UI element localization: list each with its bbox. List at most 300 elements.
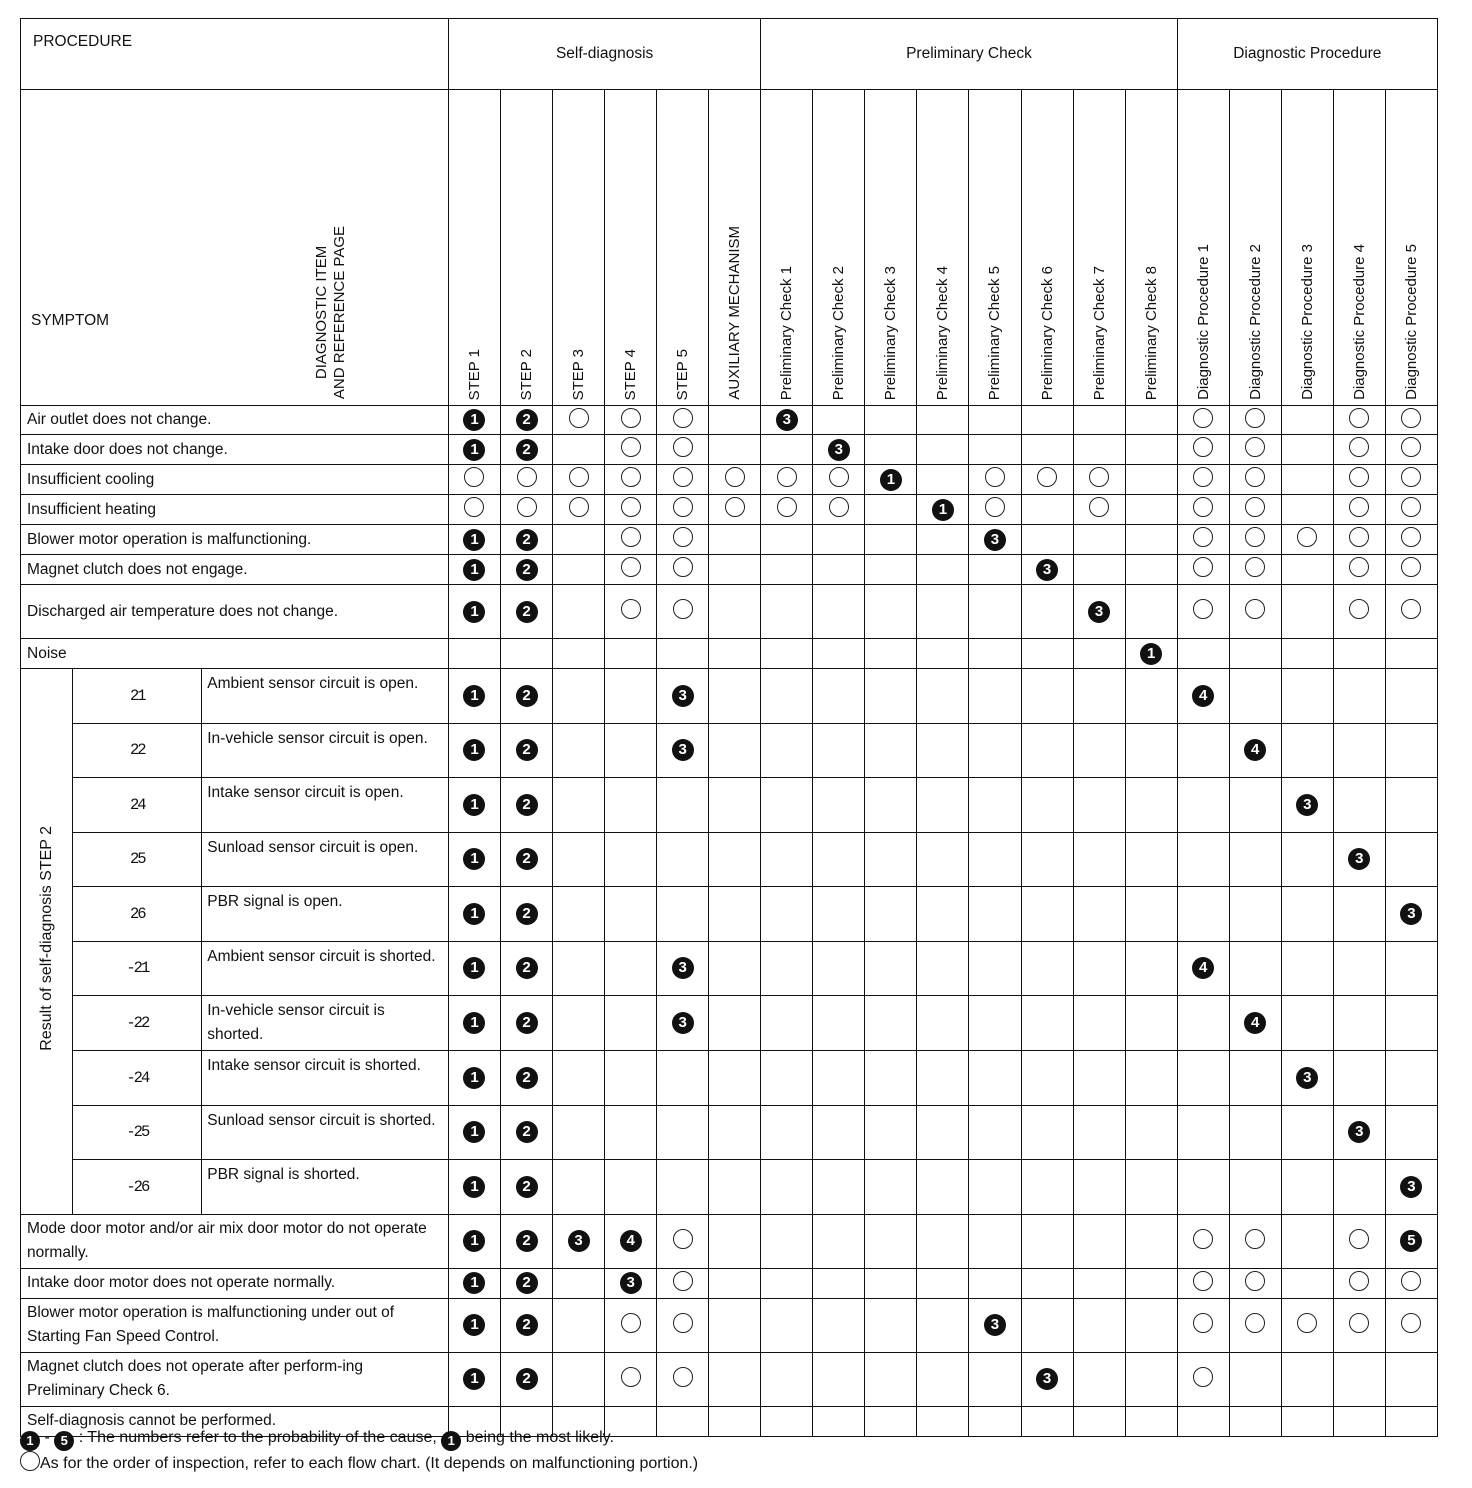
probability-mark: 1 bbox=[463, 685, 485, 707]
matrix-cell bbox=[813, 555, 865, 585]
matrix-cell bbox=[1229, 465, 1281, 495]
matrix-cell bbox=[813, 1214, 865, 1268]
matrix-cell bbox=[865, 887, 917, 942]
column-header bbox=[865, 90, 917, 406]
probability-mark: 1 bbox=[463, 439, 485, 461]
symptom-label: Self-diagnosis cannot be performed. bbox=[21, 1406, 449, 1436]
matrix-cell bbox=[865, 639, 917, 669]
matrix-cell bbox=[1281, 406, 1333, 435]
matrix-cell bbox=[865, 1406, 917, 1436]
open-circle-icon bbox=[673, 408, 693, 428]
column-header-label: AUXILIARY MECHANISM bbox=[726, 226, 744, 400]
matrix-cell bbox=[761, 1268, 813, 1298]
error-code: 24 bbox=[73, 778, 202, 833]
group-header: Diagnostic Procedure bbox=[1177, 19, 1437, 90]
matrix-cell bbox=[1229, 495, 1281, 525]
symptom-label: Insufficient cooling bbox=[21, 465, 449, 495]
matrix-cell bbox=[709, 832, 761, 887]
matrix-cell bbox=[501, 435, 553, 465]
matrix-cell bbox=[709, 495, 761, 525]
matrix-cell bbox=[605, 1268, 657, 1298]
symptom-row bbox=[21, 1352, 1438, 1406]
symptom-header-cell bbox=[21, 90, 449, 406]
open-circle-icon bbox=[621, 527, 641, 547]
matrix-cell bbox=[448, 941, 500, 996]
probability-mark: 4 bbox=[1244, 739, 1266, 761]
matrix-cell bbox=[448, 525, 500, 555]
matrix-cell bbox=[761, 1406, 813, 1436]
matrix-cell bbox=[1125, 435, 1177, 465]
matrix-cell bbox=[865, 941, 917, 996]
code-description: PBR signal is open. bbox=[202, 887, 449, 942]
matrix-cell bbox=[709, 1298, 761, 1352]
matrix-cell bbox=[553, 525, 605, 555]
open-circle-icon bbox=[1349, 599, 1369, 619]
matrix-cell bbox=[761, 465, 813, 495]
matrix-cell bbox=[969, 941, 1021, 996]
symptom-label: Blower motor operation is malfunctioning under out of Starting Fan Speed Control. bbox=[21, 1298, 449, 1352]
code-row bbox=[21, 669, 1438, 724]
matrix-cell bbox=[865, 495, 917, 525]
matrix-cell bbox=[448, 585, 500, 639]
matrix-cell bbox=[761, 639, 813, 669]
matrix-cell bbox=[709, 585, 761, 639]
matrix-cell bbox=[865, 1160, 917, 1215]
matrix-cell bbox=[917, 723, 969, 778]
open-circle-icon bbox=[1089, 497, 1109, 517]
open-circle-icon bbox=[1193, 467, 1213, 487]
matrix-cell bbox=[553, 1160, 605, 1215]
column-header bbox=[1125, 90, 1177, 406]
matrix-cell bbox=[1125, 832, 1177, 887]
matrix-cell bbox=[1073, 435, 1125, 465]
open-circle-icon bbox=[1401, 527, 1421, 547]
matrix-cell bbox=[1333, 585, 1385, 639]
matrix-cell bbox=[553, 495, 605, 525]
symptom-label: Insufficient heating bbox=[21, 495, 449, 525]
open-circle-icon bbox=[1193, 497, 1213, 517]
matrix-cell bbox=[1385, 525, 1437, 555]
matrix-cell bbox=[1073, 1160, 1125, 1215]
matrix-cell bbox=[969, 555, 1021, 585]
column-header bbox=[605, 90, 657, 406]
matrix-cell bbox=[605, 639, 657, 669]
matrix-cell bbox=[1125, 669, 1177, 724]
matrix-cell bbox=[448, 435, 500, 465]
matrix-cell bbox=[865, 525, 917, 555]
matrix-cell bbox=[813, 495, 865, 525]
matrix-cell bbox=[501, 465, 553, 495]
matrix-cell bbox=[1125, 1105, 1177, 1160]
symptom-label: Intake door motor does not operate normally. bbox=[21, 1268, 449, 1298]
matrix-cell bbox=[813, 1105, 865, 1160]
matrix-cell bbox=[969, 639, 1021, 669]
matrix-cell bbox=[1125, 495, 1177, 525]
probability-mark: 1 bbox=[463, 848, 485, 870]
matrix-cell bbox=[709, 996, 761, 1051]
matrix-cell bbox=[969, 1268, 1021, 1298]
matrix-cell bbox=[1021, 639, 1073, 669]
matrix-cell bbox=[1021, 1214, 1073, 1268]
open-circle-icon bbox=[1193, 1271, 1213, 1291]
code-description: Sunload sensor circuit is shorted. bbox=[202, 1105, 449, 1160]
open-circle-icon bbox=[725, 467, 745, 487]
matrix-cell bbox=[553, 669, 605, 724]
matrix-cell bbox=[1125, 1160, 1177, 1215]
matrix-cell bbox=[761, 555, 813, 585]
matrix-cell bbox=[969, 1160, 1021, 1215]
matrix-cell bbox=[657, 1160, 709, 1215]
matrix-cell bbox=[553, 996, 605, 1051]
matrix-cell bbox=[1021, 1352, 1073, 1406]
code-row bbox=[21, 723, 1438, 778]
open-circle-icon bbox=[1401, 437, 1421, 457]
open-circle-icon bbox=[621, 599, 641, 619]
matrix-cell bbox=[1125, 887, 1177, 942]
matrix-cell bbox=[761, 887, 813, 942]
matrix-cell bbox=[709, 1352, 761, 1406]
matrix-cell bbox=[657, 669, 709, 724]
symptom-label: Mode door motor and/or air mix door motor do not operate normally. bbox=[21, 1214, 449, 1268]
matrix-cell bbox=[709, 669, 761, 724]
matrix-cell bbox=[1281, 435, 1333, 465]
matrix-cell bbox=[813, 435, 865, 465]
open-circle-icon bbox=[1193, 1313, 1213, 1333]
matrix-cell bbox=[553, 1214, 605, 1268]
symptom-label: Magnet clutch does not engage. bbox=[21, 555, 449, 585]
matrix-cell bbox=[1333, 1298, 1385, 1352]
legend-mark-first: 1 bbox=[20, 1431, 40, 1451]
probability-mark: 4 bbox=[1192, 957, 1214, 979]
matrix-cell bbox=[1073, 1051, 1125, 1106]
probability-mark: 3 bbox=[672, 685, 694, 707]
open-circle-icon bbox=[569, 408, 589, 428]
code-row bbox=[21, 996, 1438, 1051]
matrix-cell bbox=[709, 639, 761, 669]
probability-mark: 1 bbox=[463, 1368, 485, 1390]
matrix-cell bbox=[865, 1298, 917, 1352]
legend-open-circle-icon bbox=[20, 1451, 40, 1471]
matrix-cell bbox=[1177, 435, 1229, 465]
matrix-cell bbox=[1333, 555, 1385, 585]
matrix-cell bbox=[657, 1214, 709, 1268]
matrix-cell bbox=[448, 1298, 500, 1352]
column-header-label: Diagnostic Procedure 5 bbox=[1402, 244, 1420, 400]
open-circle-icon bbox=[1349, 1271, 1369, 1291]
matrix-cell bbox=[1229, 639, 1281, 669]
matrix-cell bbox=[1281, 555, 1333, 585]
probability-mark: 2 bbox=[516, 685, 538, 707]
matrix-cell bbox=[1021, 1105, 1073, 1160]
matrix-cell bbox=[761, 585, 813, 639]
matrix-cell bbox=[1229, 435, 1281, 465]
matrix-cell bbox=[1125, 1352, 1177, 1406]
group-header: Preliminary Check bbox=[761, 19, 1177, 90]
matrix-cell bbox=[553, 723, 605, 778]
column-header bbox=[448, 90, 500, 406]
error-code: -24 bbox=[73, 1051, 202, 1106]
open-circle-icon bbox=[1037, 467, 1057, 487]
group-header: Self-diagnosis bbox=[448, 19, 760, 90]
matrix-cell bbox=[865, 406, 917, 435]
matrix-cell bbox=[1177, 996, 1229, 1051]
matrix-cell bbox=[969, 1406, 1021, 1436]
matrix-cell bbox=[1177, 495, 1229, 525]
probability-mark: 2 bbox=[516, 848, 538, 870]
error-code: 25 bbox=[73, 832, 202, 887]
code-description: Intake sensor circuit is open. bbox=[202, 778, 449, 833]
probability-mark: 3 bbox=[1400, 1176, 1422, 1198]
open-circle-icon bbox=[673, 1271, 693, 1291]
matrix-cell bbox=[1333, 1214, 1385, 1268]
matrix-cell bbox=[1073, 465, 1125, 495]
matrix-cell bbox=[917, 1214, 969, 1268]
matrix-cell bbox=[865, 1268, 917, 1298]
open-circle-icon bbox=[673, 497, 693, 517]
matrix-cell bbox=[813, 585, 865, 639]
matrix-cell bbox=[813, 525, 865, 555]
matrix-cell bbox=[761, 1214, 813, 1268]
matrix-cell bbox=[761, 1105, 813, 1160]
matrix-cell bbox=[553, 1298, 605, 1352]
matrix-cell bbox=[1073, 555, 1125, 585]
matrix-cell bbox=[865, 585, 917, 639]
matrix-cell bbox=[761, 525, 813, 555]
matrix-cell bbox=[605, 1352, 657, 1406]
matrix-cell bbox=[657, 832, 709, 887]
matrix-cell bbox=[605, 941, 657, 996]
column-header-label: STEP 4 bbox=[622, 348, 640, 400]
matrix-cell bbox=[917, 465, 969, 495]
matrix-cell bbox=[1229, 723, 1281, 778]
symptom-header: SYMPTOM bbox=[31, 312, 110, 329]
matrix-cell bbox=[813, 1406, 865, 1436]
matrix-cell bbox=[553, 1352, 605, 1406]
open-circle-icon bbox=[1245, 599, 1265, 619]
matrix-cell bbox=[448, 1160, 500, 1215]
matrix-cell bbox=[1281, 525, 1333, 555]
legend-line-1 bbox=[20, 1426, 698, 1451]
probability-mark: 4 bbox=[1244, 1012, 1266, 1034]
matrix-cell bbox=[813, 1051, 865, 1106]
matrix-cell bbox=[553, 406, 605, 435]
column-header-label: STEP 1 bbox=[465, 348, 483, 400]
matrix-cell bbox=[448, 1268, 500, 1298]
matrix-cell bbox=[709, 941, 761, 996]
probability-mark: 2 bbox=[516, 1272, 538, 1294]
matrix-cell bbox=[1177, 525, 1229, 555]
matrix-cell bbox=[1021, 887, 1073, 942]
matrix-cell bbox=[1281, 1406, 1333, 1436]
matrix-cell bbox=[917, 887, 969, 942]
matrix-cell bbox=[969, 1214, 1021, 1268]
matrix-cell bbox=[761, 1352, 813, 1406]
matrix-cell bbox=[813, 1268, 865, 1298]
matrix-cell bbox=[657, 495, 709, 525]
matrix-cell bbox=[1177, 941, 1229, 996]
matrix-cell bbox=[761, 669, 813, 724]
matrix-cell bbox=[501, 669, 553, 724]
column-header-label: Preliminary Check 6 bbox=[1038, 265, 1056, 400]
matrix-cell bbox=[501, 1214, 553, 1268]
matrix-cell bbox=[657, 1105, 709, 1160]
open-circle-icon bbox=[1245, 1229, 1265, 1249]
open-circle-icon bbox=[1193, 1229, 1213, 1249]
probability-mark: 3 bbox=[672, 1012, 694, 1034]
matrix-cell bbox=[553, 585, 605, 639]
matrix-cell bbox=[657, 723, 709, 778]
matrix-cell bbox=[917, 996, 969, 1051]
matrix-cell bbox=[1385, 1406, 1437, 1436]
matrix-cell bbox=[448, 723, 500, 778]
matrix-cell bbox=[1177, 585, 1229, 639]
matrix-cell bbox=[1073, 778, 1125, 833]
matrix-cell bbox=[501, 585, 553, 639]
matrix-cell bbox=[917, 639, 969, 669]
matrix-cell bbox=[1229, 832, 1281, 887]
matrix-cell bbox=[1125, 1268, 1177, 1298]
code-row bbox=[21, 1051, 1438, 1106]
probability-mark: 2 bbox=[516, 1012, 538, 1034]
symptom-row bbox=[21, 465, 1438, 495]
matrix-cell bbox=[917, 495, 969, 525]
matrix-cell bbox=[501, 525, 553, 555]
matrix-cell bbox=[657, 639, 709, 669]
open-circle-icon bbox=[621, 437, 641, 457]
matrix-cell bbox=[709, 555, 761, 585]
code-row bbox=[21, 778, 1438, 833]
matrix-cell bbox=[1333, 778, 1385, 833]
probability-mark: 1 bbox=[463, 903, 485, 925]
matrix-cell bbox=[1125, 996, 1177, 1051]
probability-mark: 2 bbox=[516, 1314, 538, 1336]
probability-mark: 3 bbox=[1400, 903, 1422, 925]
matrix-cell bbox=[917, 1105, 969, 1160]
probability-mark: 1 bbox=[463, 529, 485, 551]
matrix-cell bbox=[501, 941, 553, 996]
code-row bbox=[21, 832, 1438, 887]
symptom-row bbox=[21, 555, 1438, 585]
open-circle-icon bbox=[1193, 527, 1213, 547]
matrix-cell bbox=[917, 525, 969, 555]
matrix-cell bbox=[709, 1214, 761, 1268]
column-header bbox=[1281, 90, 1333, 406]
matrix-cell bbox=[605, 996, 657, 1051]
probability-mark: 3 bbox=[1088, 601, 1110, 623]
matrix-cell bbox=[1073, 1214, 1125, 1268]
matrix-cell bbox=[1385, 639, 1437, 669]
column-header bbox=[1073, 90, 1125, 406]
matrix-cell bbox=[969, 778, 1021, 833]
column-header bbox=[1177, 90, 1229, 406]
symptom-row bbox=[21, 639, 1438, 669]
matrix-cell bbox=[1281, 1214, 1333, 1268]
open-circle-icon bbox=[1193, 437, 1213, 457]
code-row bbox=[21, 1105, 1438, 1160]
matrix-cell bbox=[1281, 1298, 1333, 1352]
probability-mark: 2 bbox=[516, 529, 538, 551]
matrix-cell bbox=[865, 723, 917, 778]
matrix-cell bbox=[605, 435, 657, 465]
matrix-cell bbox=[1385, 1051, 1437, 1106]
matrix-cell bbox=[813, 778, 865, 833]
code-description: In-vehicle sensor circuit is shorted. bbox=[202, 996, 449, 1051]
matrix-cell bbox=[501, 555, 553, 585]
matrix-cell bbox=[1385, 585, 1437, 639]
open-circle-icon bbox=[621, 467, 641, 487]
matrix-cell bbox=[1229, 585, 1281, 639]
open-circle-icon bbox=[1349, 467, 1369, 487]
diagnostic-matrix-table bbox=[20, 18, 1438, 1437]
matrix-cell bbox=[1385, 723, 1437, 778]
matrix-cell bbox=[657, 1298, 709, 1352]
open-circle-icon bbox=[985, 467, 1005, 487]
column-header-label: Preliminary Check 5 bbox=[986, 265, 1004, 400]
matrix-cell bbox=[1333, 941, 1385, 996]
matrix-cell bbox=[1073, 723, 1125, 778]
matrix-cell bbox=[1385, 941, 1437, 996]
matrix-cell bbox=[761, 406, 813, 435]
matrix-cell bbox=[813, 669, 865, 724]
probability-mark: 4 bbox=[620, 1230, 642, 1252]
open-circle-icon bbox=[1245, 527, 1265, 547]
matrix-cell bbox=[1073, 1298, 1125, 1352]
probability-mark: 3 bbox=[1296, 794, 1318, 816]
matrix-cell bbox=[813, 406, 865, 435]
probability-mark: 3 bbox=[1036, 1368, 1058, 1390]
matrix-cell bbox=[709, 1406, 761, 1436]
probability-mark: 1 bbox=[463, 1176, 485, 1198]
matrix-cell bbox=[1333, 406, 1385, 435]
open-circle-icon bbox=[985, 497, 1005, 517]
matrix-cell bbox=[1021, 465, 1073, 495]
matrix-cell bbox=[917, 1051, 969, 1106]
legend-text-2: As for the order of inspection, refer to each flow chart. (It depends on malfunctioning portion.) bbox=[40, 1455, 699, 1472]
matrix-cell bbox=[1333, 639, 1385, 669]
matrix-cell bbox=[553, 887, 605, 942]
matrix-cell bbox=[1073, 525, 1125, 555]
matrix-cell bbox=[1073, 941, 1125, 996]
matrix-cell bbox=[605, 406, 657, 435]
matrix-cell bbox=[448, 1051, 500, 1106]
matrix-cell bbox=[1073, 585, 1125, 639]
open-circle-icon bbox=[621, 557, 641, 577]
open-circle-icon bbox=[777, 467, 797, 487]
matrix-cell bbox=[865, 465, 917, 495]
matrix-cell bbox=[1385, 1105, 1437, 1160]
matrix-cell bbox=[1229, 778, 1281, 833]
matrix-cell bbox=[553, 435, 605, 465]
matrix-cell bbox=[865, 1051, 917, 1106]
matrix-cell bbox=[969, 465, 1021, 495]
probability-mark: 1 bbox=[880, 469, 902, 491]
matrix-cell bbox=[1385, 1268, 1437, 1298]
probability-mark: 2 bbox=[516, 409, 538, 431]
symptom-label: Noise bbox=[21, 639, 449, 669]
code-row bbox=[21, 887, 1438, 942]
matrix-cell bbox=[501, 887, 553, 942]
matrix-cell bbox=[448, 887, 500, 942]
matrix-cell bbox=[761, 996, 813, 1051]
probability-mark: 2 bbox=[516, 794, 538, 816]
matrix-cell bbox=[1021, 941, 1073, 996]
open-circle-icon bbox=[1401, 467, 1421, 487]
matrix-cell bbox=[1281, 832, 1333, 887]
matrix-cell bbox=[448, 778, 500, 833]
matrix-cell bbox=[501, 406, 553, 435]
group-side-label-cell bbox=[21, 669, 73, 1215]
matrix-cell bbox=[1021, 1298, 1073, 1352]
